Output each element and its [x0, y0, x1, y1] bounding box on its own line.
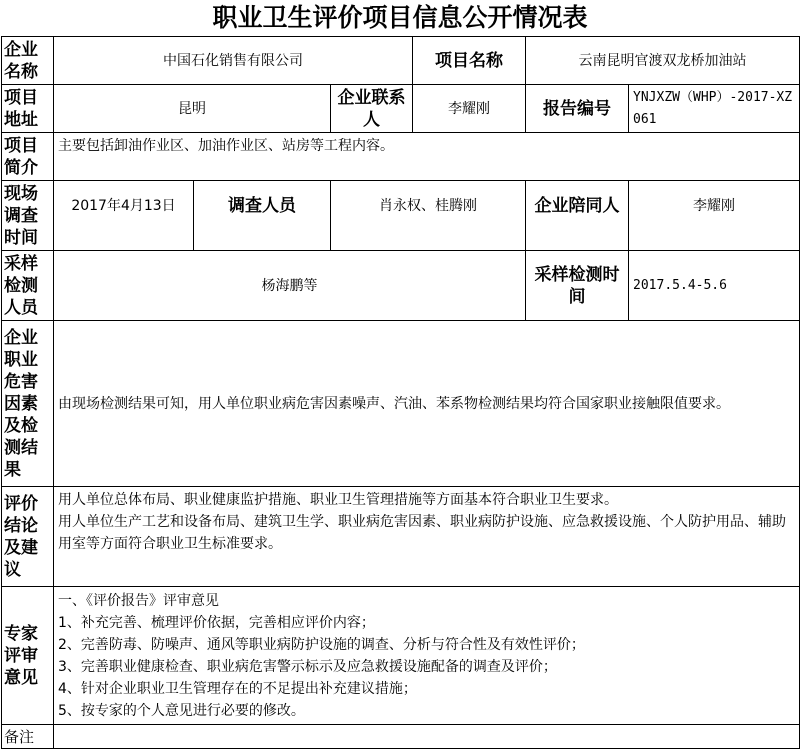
- project-name-value: 云南昆明官渡双龙桥加油站: [526, 37, 800, 85]
- table-row: [2, 487, 800, 587]
- expert-line: 4、针对企业职业卫生管理存在的不足提出补充建议措施；: [58, 680, 417, 697]
- conclusion-line: 用人单位生产工艺和设备布局、建筑卫生学、职业病危害因素、职业病防护设施、应急救援设施、个人防护用品、辅助用室等方面符合职业卫生标准要求。: [58, 514, 786, 552]
- remarks-label: 备注: [2, 725, 54, 749]
- conclusion-line: 用人单位总体布局、职业健康监护措施、职业卫生管理措施等方面基本符合职业卫生要求。: [58, 492, 618, 508]
- report-no-value: YNJXZW（WHP）-2017-XZ061: [629, 85, 800, 133]
- sampling-staff-value: 杨海鹏等: [54, 251, 526, 321]
- expert-line: 3、完善职业健康检查、职业病危害警示标示及应急救援设施配备的调查及评价；: [58, 658, 557, 675]
- conclusion-value: [54, 487, 800, 587]
- table-row: [2, 321, 800, 487]
- intro-value: 主要包括卸油作业区、加油作业区、站房等工程内容。: [54, 133, 800, 181]
- surveyors-label: 调查人员: [194, 181, 331, 251]
- expert-label: 专家评审意见: [2, 587, 54, 725]
- sampling-time-value: 2017.5.4-5.6: [629, 251, 800, 321]
- project-address-value: 昆明: [54, 85, 331, 133]
- escort-value: 李耀刚: [629, 181, 800, 251]
- info-table: [1, 36, 800, 749]
- hazards-value: 由现场检测结果可知，用人单位职业病危害因素噪声、汽油、苯系物检测结果均符合国家职业接触限值要求。: [54, 321, 800, 487]
- table-row: [2, 587, 800, 725]
- report-no-label: 报告编号: [526, 85, 629, 133]
- company-name-label: 企业名称: [2, 37, 54, 85]
- contact-label: 企业联系人: [331, 85, 413, 133]
- conclusion-label: 评价结论及建议: [2, 487, 54, 587]
- page-title: 职业卫生评价项目信息公开情况表: [212, 3, 588, 32]
- escort-label: 企业陪同人: [526, 181, 629, 251]
- intro-label: 项目简介: [2, 133, 54, 181]
- expert-line: 2、完善防毒、防噪声、通风等职业病防护设施的调查、分析与符合性及有效性评价；: [58, 636, 585, 653]
- contact-value: 李耀刚: [413, 85, 526, 133]
- hazards-label: 企业职业危害因素及检测结果: [2, 321, 54, 487]
- table-row: [2, 251, 800, 321]
- project-address-label: 项目地址: [2, 85, 54, 133]
- company-name-value: 中国石化销售有限公司: [54, 37, 413, 85]
- remarks-value: [54, 725, 800, 749]
- expert-line: 1、补充完善、梳理评价依据，完善相应评价内容；: [58, 614, 375, 631]
- table-row: [2, 37, 800, 85]
- expert-line: 一、《评价报告》评审意见: [58, 592, 219, 609]
- survey-time-value: 2017年4月13日: [54, 181, 194, 251]
- sampling-staff-label: 采样检测人员: [2, 251, 54, 321]
- sampling-time-label: 采样检测时间: [526, 251, 629, 321]
- table-row: [2, 725, 800, 749]
- table-row: [2, 133, 800, 181]
- surveyors-value: 肖永权、桂腾刚: [331, 181, 526, 251]
- table-row: [2, 85, 800, 133]
- survey-time-label: 现场调查时间: [2, 181, 54, 251]
- table-row: [2, 181, 800, 251]
- expert-opinion: [54, 587, 800, 725]
- project-name-label: 项目名称: [413, 37, 526, 85]
- expert-line: 5、按专家的个人意见进行必要的修改。: [58, 702, 305, 719]
